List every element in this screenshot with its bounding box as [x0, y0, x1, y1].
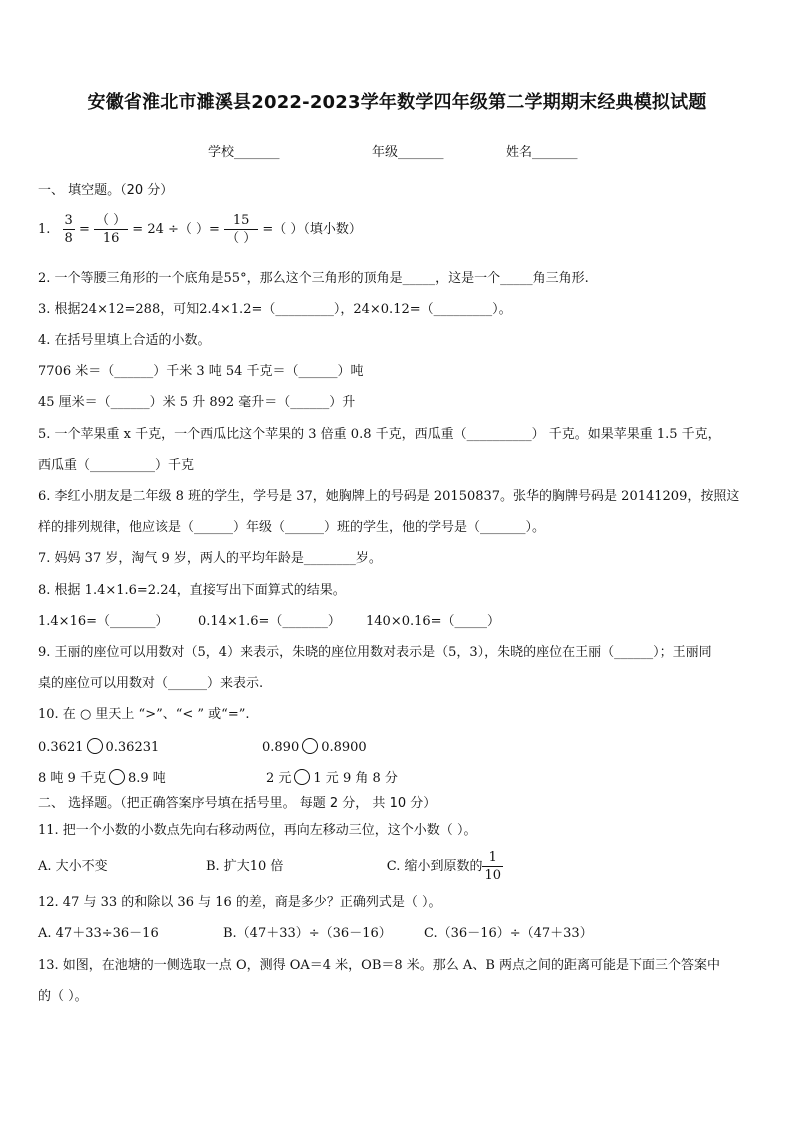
- q12-option-c[interactable]: C.（36－16）÷（47＋33）: [424, 926, 593, 941]
- compare-2-left: 0.890: [262, 740, 300, 755]
- school-field: 学校_______: [208, 145, 280, 160]
- compare-circle[interactable]: [87, 738, 103, 754]
- question-5-line-a: 5. 一个苹果重 x 千克，一个西瓜比这个苹果的 3 倍重 0.8 千克，西瓜重（__________） 千克。如果苹果重 1.5 千克，: [38, 427, 721, 442]
- question-8: 8. 根据 1.4×1.6=2.24，直接写出下面算式的结果。: [38, 583, 346, 598]
- compare-4-left: 2 元: [266, 771, 292, 786]
- question-6-line-a: 6. 李红小朋友是二年级 8 班的学生，学号是 37，她胸牌上的号码是 20150837。张华的胸牌号码是 20141209，按照这: [38, 489, 740, 504]
- compare-2-right: 0.8900: [321, 740, 367, 755]
- compare-1-left: 0.3621: [38, 740, 84, 755]
- question-10: 10. 在 ○ 里天上 “>”、“< ” 或“=”.: [38, 707, 250, 722]
- question-3: 3. 根据24×12=288，可知2.4×1.2=（_________），24×0.12=（_________）。: [38, 302, 512, 317]
- question-11-options: [38, 848, 503, 886]
- q1-fraction-1: [63, 212, 75, 247]
- question-4-line-b: 45 厘米＝（______）米 5 升 892 毫升＝（______）升: [38, 395, 356, 410]
- q1-fraction-2: [94, 212, 128, 247]
- question-4: 4. 在括号里填上合适的小数。: [38, 333, 211, 348]
- question-2: 2. 一个等腰三角形的一个底角是55°，那么这个三角形的顶角是_____，这是一个_____角三角形.: [38, 271, 589, 286]
- question-12-options: [38, 925, 593, 943]
- compare-item-1: [38, 738, 159, 757]
- compare-item-3: [38, 769, 166, 788]
- grade-field: 年级_______: [372, 145, 444, 160]
- q1-middle: = 24 ÷（ ）=: [132, 222, 220, 237]
- compare-circle[interactable]: [294, 769, 310, 785]
- q11-c-numerator: 1: [482, 849, 503, 867]
- question-13-line-b: 的（ ）。: [38, 989, 88, 1004]
- compare-3-right: 8.9 吨: [127, 771, 166, 786]
- q1-number: 1.: [38, 222, 51, 237]
- compare-circle[interactable]: [302, 738, 318, 754]
- q11-option-c-label: C. 缩小到原数的: [386, 859, 483, 874]
- q12-option-b[interactable]: B.（47＋33）÷（36－16）: [223, 926, 392, 941]
- compare-4-right: 1 元 9 角 8 分: [313, 771, 398, 786]
- question-9-line-a: 9. 王丽的座位可以用数对（5，4）来表示，朱晓的座位用数对表示是（5，3），朱晓的座位在王丽（______）；王丽同: [38, 645, 712, 660]
- q1-f3-numerator: 15: [224, 212, 258, 230]
- q11-option-c-fraction: [482, 849, 503, 884]
- question-6-line-b: 样的排列规律，他应该是（______）年级（______）班的学生，他的学号是（_______）。: [38, 520, 546, 535]
- section-2-heading: 二、 选择题。（把正确答案序号填在括号里。 每题 2 分， 共 10 分）: [38, 796, 437, 811]
- question-12: 12. 47 与 33 的和除以 36 与 16 的差，商是多少？正确列式是（ ）。: [38, 895, 442, 910]
- q1-tail: =（ ）（填小数）: [262, 222, 362, 237]
- q12-option-a[interactable]: A. 47＋33÷36－16: [38, 926, 159, 941]
- q1-f3-denominator: （ ）: [226, 231, 257, 246]
- q1-f1-numerator: 3: [64, 213, 73, 228]
- name-field: 姓名_______: [506, 145, 578, 160]
- q11-option-b[interactable]: B. 扩大10 倍: [205, 859, 284, 874]
- page-title: 安徽省淮北市濉溪县2022-2023学年数学四年级第二学期期末经典模拟试题: [87, 92, 707, 113]
- question-13-line-a: 13. 如图，在池塘的一侧选取一点 O，测得 OA＝4 米，OB＝8 米。那么 A、B 两点之间的距离可能是下面三个答案中: [38, 958, 720, 973]
- compare-3-left: 8 吨 9 千克: [38, 771, 106, 786]
- question-4-line-a: 7706 米＝（______）千米 3 吨 54 千克＝（______）吨: [38, 364, 364, 379]
- question-5-line-b: 西瓜重（__________）千克: [38, 458, 195, 473]
- q1-f1-denominator: 8: [64, 231, 73, 246]
- question-1: [38, 210, 362, 250]
- question-8-c: 140×0.16=（_____）: [366, 614, 501, 629]
- q1-f2-denominator: 16: [102, 231, 120, 246]
- question-11: 11. 把一个小数的小数点先向右移动两位，再向左移动三位，这个小数（ ）。: [38, 823, 477, 838]
- q1-equals: =: [78, 222, 90, 237]
- section-1-heading: 一、 填空题。（20 分）: [38, 183, 174, 198]
- q11-c-denominator: 10: [484, 868, 502, 883]
- compare-item-4: [266, 769, 398, 788]
- question-7: 7. 妈妈 37 岁，淘气 9 岁，两人的平均年龄是________岁。: [38, 551, 382, 566]
- question-9-line-b: 桌的座位可以用数对（______）来表示.: [38, 676, 264, 691]
- q1-fraction-3: [224, 212, 258, 247]
- compare-1-right: 0.36231: [105, 740, 160, 755]
- compare-item-2: [262, 738, 367, 757]
- question-8-b: 0.14×1.6=（_______）: [198, 614, 341, 629]
- q11-option-a[interactable]: A. 大小不变: [38, 859, 108, 874]
- q11-option-c[interactable]: [386, 850, 503, 883]
- compare-circle[interactable]: [109, 769, 125, 785]
- question-8-a: 1.4×16=（_______）: [38, 614, 169, 629]
- q1-f2-numerator: （ ）: [96, 213, 127, 228]
